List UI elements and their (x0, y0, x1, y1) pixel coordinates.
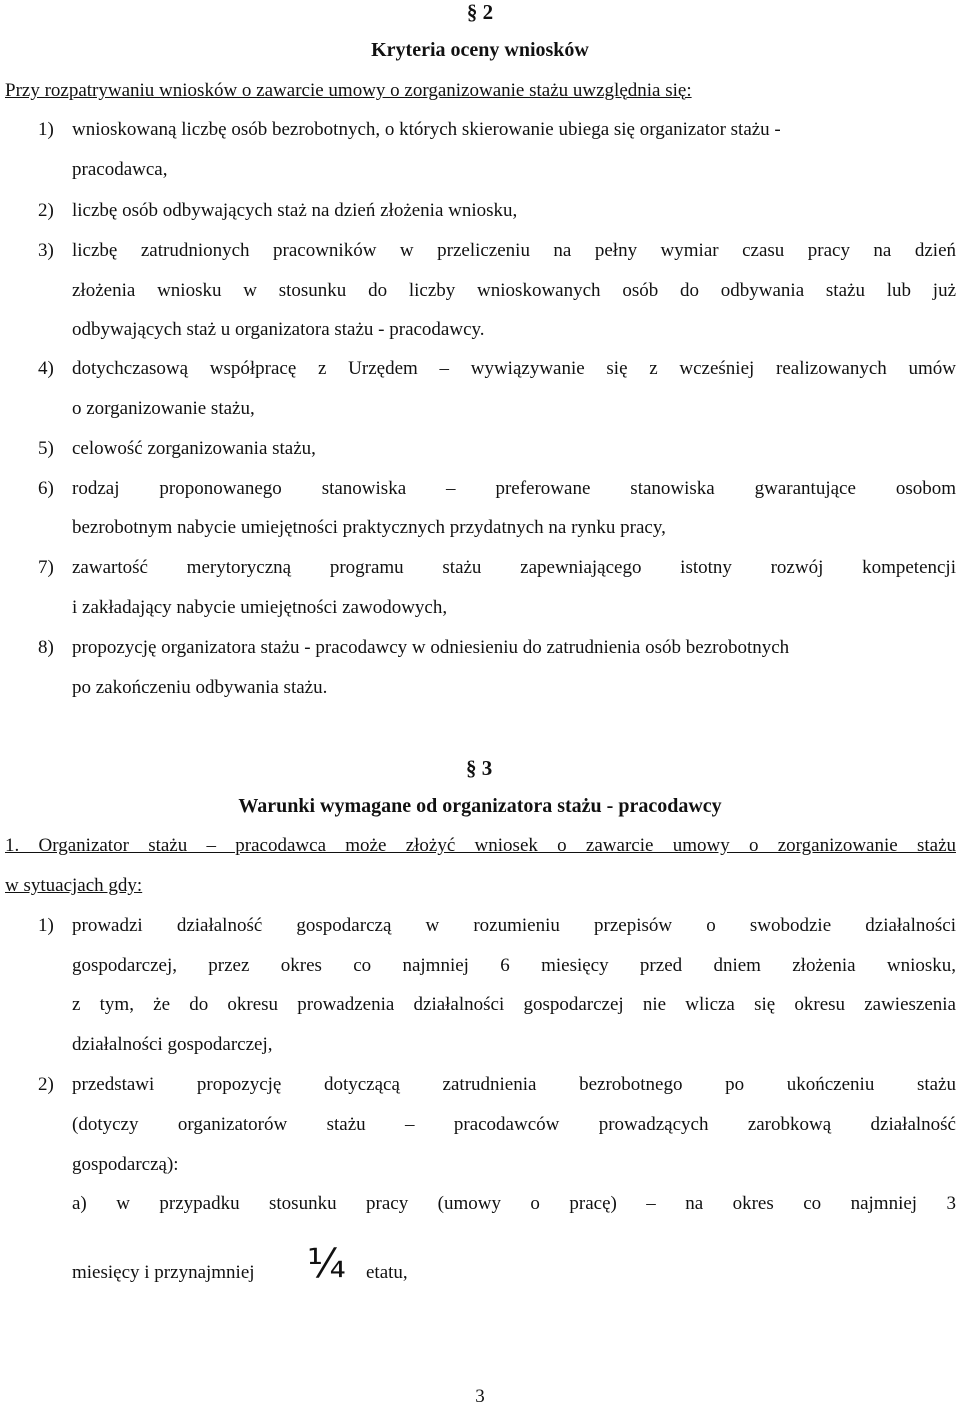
list-item-line: z tym, że do okresu prowadzenia działalności gospodarczej nie wlicza się okresu zawieszenia (72, 994, 956, 1015)
list-item-line: złożenia wniosku w stosunku do liczby wnioskowanych osób do odbywania stażu lub już (72, 280, 956, 301)
list-item-number: 2) (38, 200, 54, 221)
list-item-line: dotychczasową współpracę z Urzędem – wywiązywanie się z wcześniej realizowanych umów (72, 358, 956, 379)
section-2-title: Kryteria oceny wniosków (371, 39, 589, 61)
list-item-number: 1) (38, 915, 54, 936)
list-item-number: 7) (38, 557, 54, 578)
list-item-line: gospodarczą): (72, 1154, 179, 1175)
section-3-title: Warunki wymagane od organizatora stażu - pracodawcy (238, 795, 722, 817)
list-item-number: 3) (38, 240, 54, 261)
list-item-line: rodzaj proponowanego stanowiska – preferowane stanowiska gwarantujące osobom (72, 478, 956, 499)
list-item-line: bezrobotnym nabycie umiejętności praktycznych przydatnych na rynku pracy, (72, 517, 666, 538)
section-3-intro-line-2: w sytuacjach gdy: (5, 875, 143, 896)
section-2-mark: § 2 (466, 0, 494, 24)
list-item-number: 4) (38, 358, 54, 379)
list-item-line: pracodawca, (72, 159, 168, 180)
page-number: 3 (475, 1386, 485, 1407)
list-item-line: po zakończeniu odbywania stażu. (72, 677, 328, 698)
list-item-line: działalności gospodarczej, (72, 1034, 273, 1055)
list-item-number: 8) (38, 637, 54, 658)
list-item-number: 1) (38, 119, 54, 140)
list-item-number: 5) (38, 438, 54, 459)
sub-item-a-line-2-start: miesięcy i przynajmniej (72, 1262, 255, 1283)
list-item-number: 6) (38, 478, 54, 499)
sub-item-a-line-2-end: etatu, (366, 1262, 408, 1283)
list-item-line: o zorganizowanie stażu, (72, 398, 255, 419)
list-item-line: zawartość merytoryczną programu stażu zapewniającego istotny rozwój kompetencji (72, 557, 956, 578)
section-2-intro: Przy rozpatrywaniu wniosków o zawarcie umowy o zorganizowanie stażu uwzględnia się: (5, 80, 692, 101)
sub-item-a-line-1: a) w przypadku stosunku pracy (umowy o pracę) – na okres co najmniej 3 (72, 1193, 956, 1214)
list-item-line: odbywających staż u organizatora stażu - pracodawcy. (72, 319, 485, 340)
list-item-line: liczbę osób odbywających staż na dzień złożenia wniosku, (72, 200, 518, 221)
list-item-line: prowadzi działalność gospodarczą w rozumieniu przepisów o swobodzie działalności (72, 915, 956, 936)
list-item-line: liczbę zatrudnionych pracowników w przeliczeniu na pełny wymiar czasu pracy na dzień (72, 240, 956, 261)
list-item-line: propozycję organizatora stażu - pracodawcy w odniesieniu do zatrudnienia osób bezrobotnych (72, 637, 790, 658)
list-item-number: 2) (38, 1074, 54, 1095)
section-3-mark: § 3 (466, 756, 493, 780)
list-item-line: celowość zorganizowania stażu, (72, 438, 316, 459)
list-item-line: i zakładający nabycie umiejętności zawodowych, (72, 597, 448, 618)
list-item-line: (dotyczy organizatorów stażu – pracodawców prowadzących zarobkową działalność (72, 1114, 956, 1135)
list-item-line: wnioskowaną liczbę osób bezrobotnych, o których skierowanie ubiega się organizator stażu - (72, 119, 781, 140)
fraction-one-quarter: ¼ (307, 1241, 346, 1287)
list-item-line: gospodarczej, przez okres co najmniej 6 miesięcy przed dniem złożenia wniosku, (72, 955, 956, 976)
section-3-intro-line-1: 1. Organizator stażu – pracodawca może złożyć wniosek o zawarcie umowy o zorganizowanie stażu (5, 835, 956, 856)
list-item-line: przedstawi propozycję dotyczącą zatrudnienia bezrobotnego po ukończeniu stażu (72, 1074, 956, 1095)
